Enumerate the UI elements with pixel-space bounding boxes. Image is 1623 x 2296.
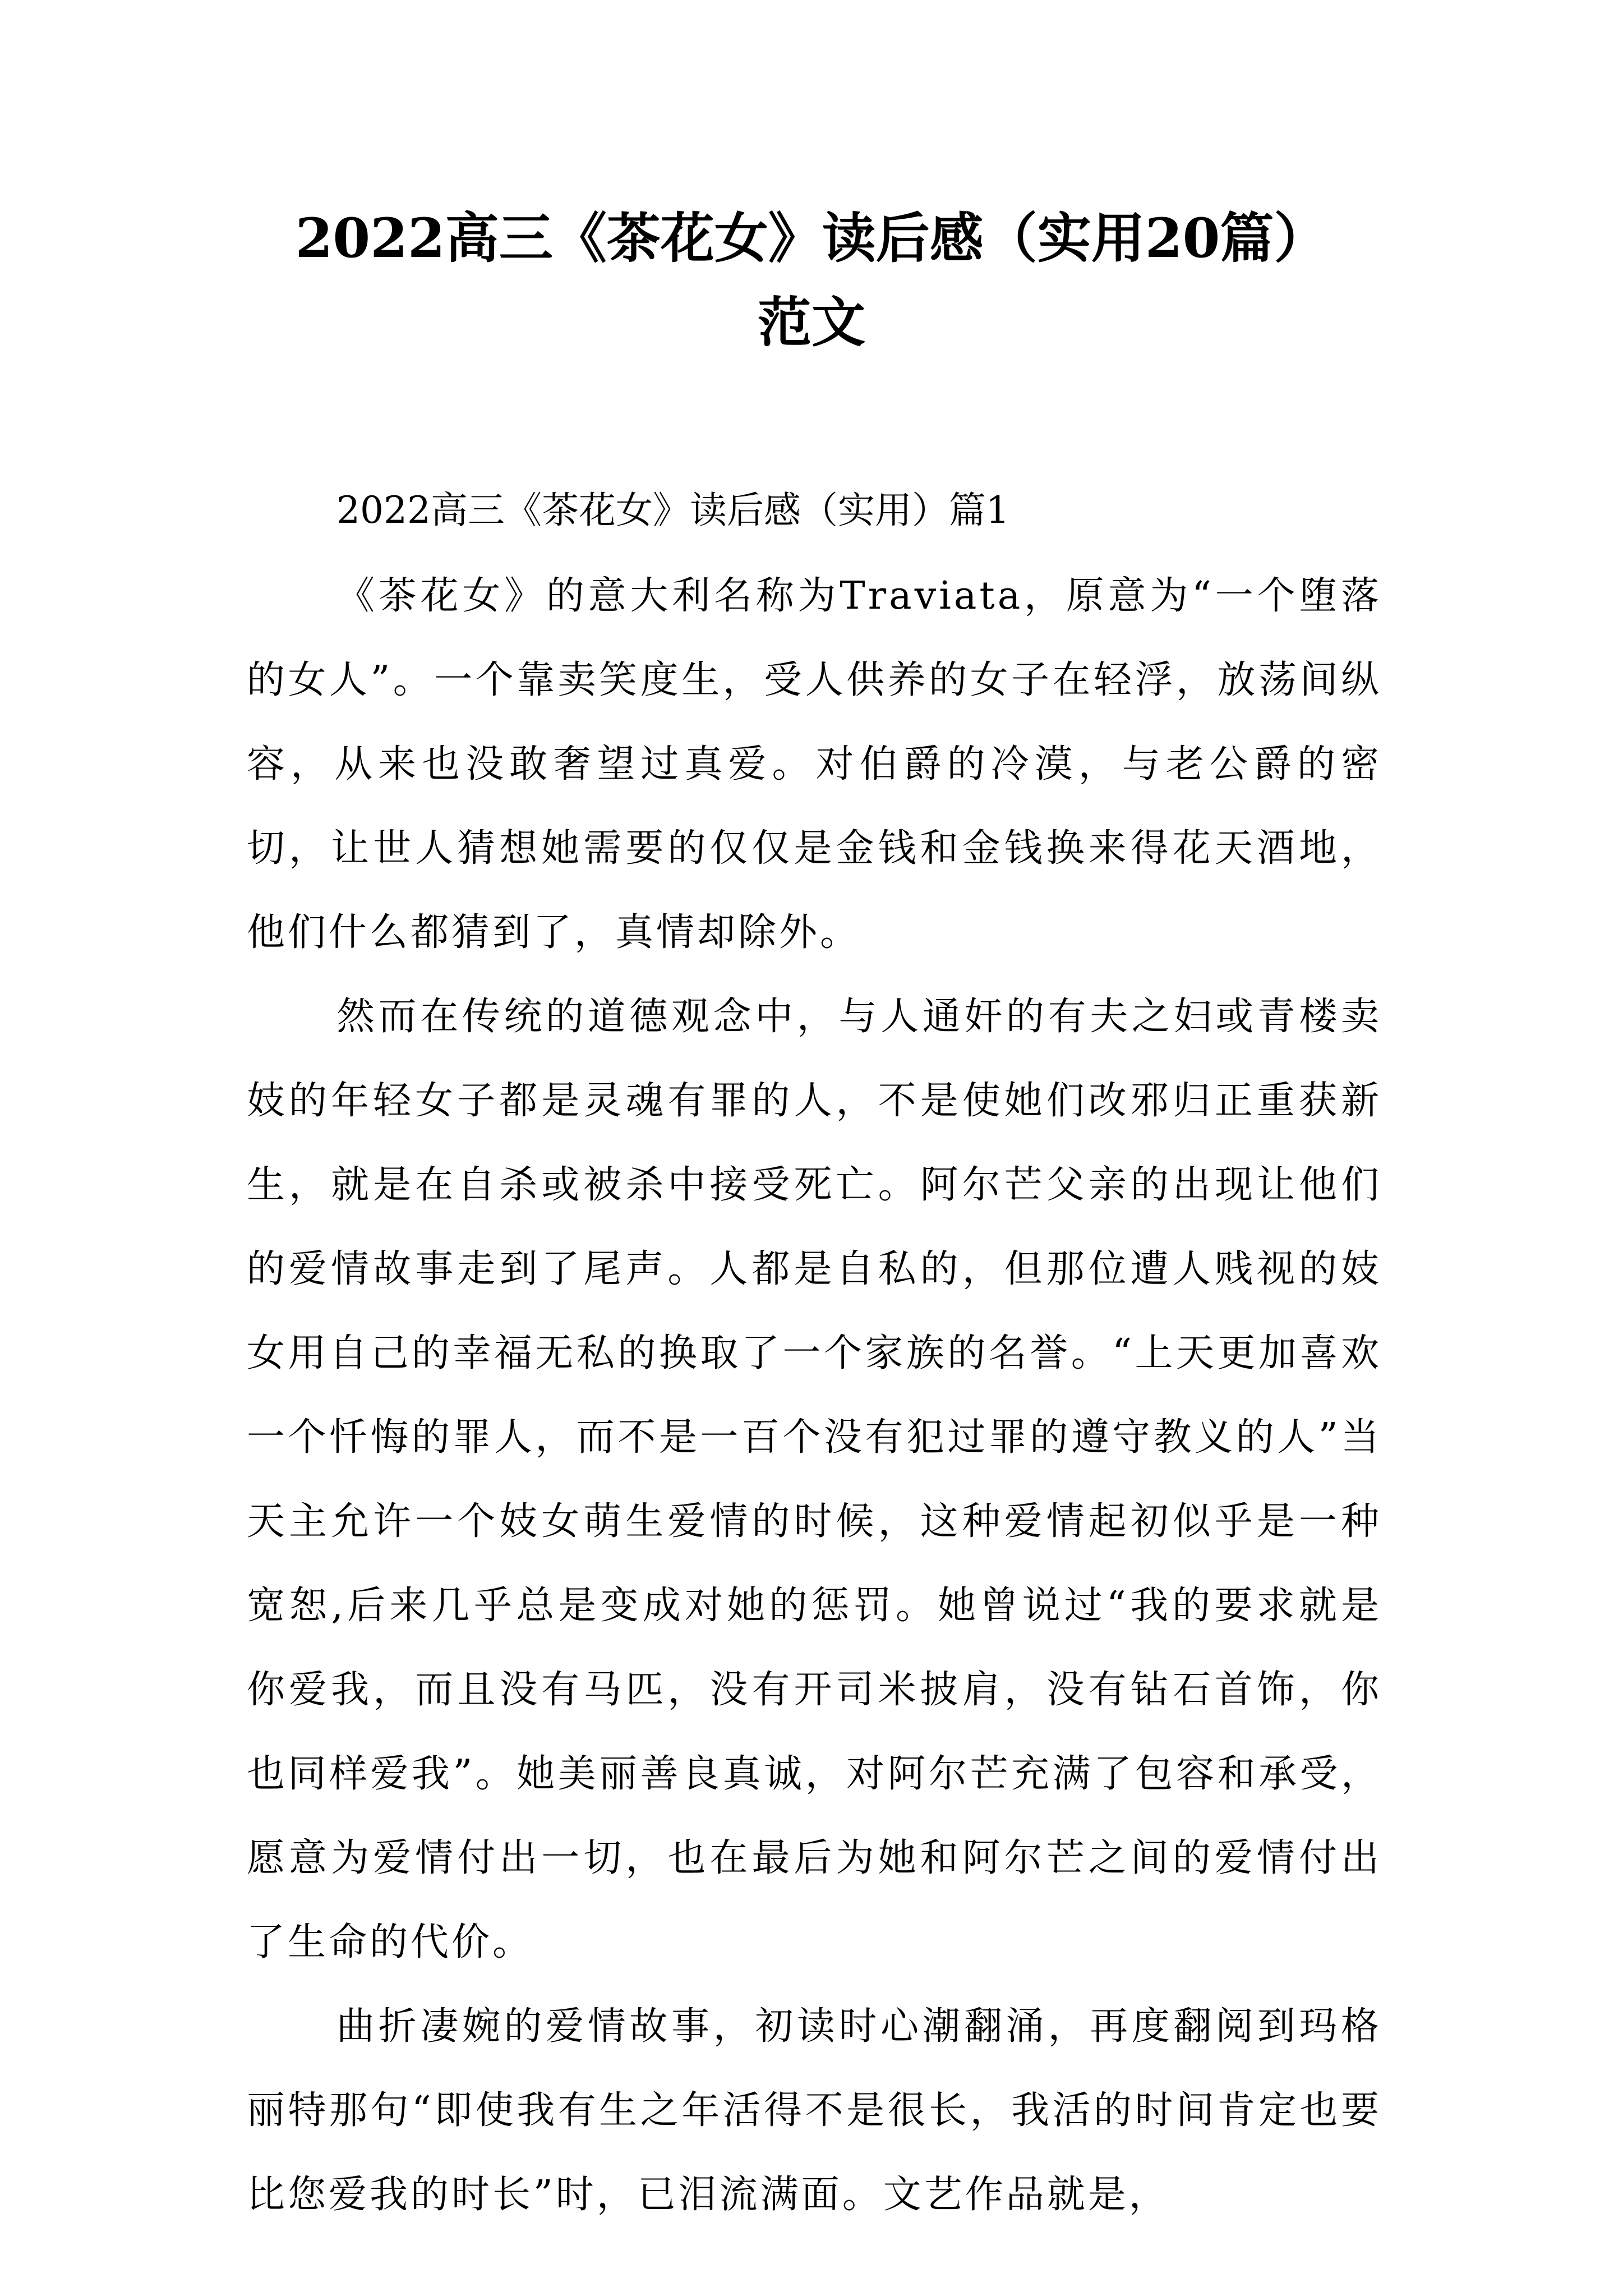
paragraph-1: 《茶花女》的意大利名称为Traviata，原意为“一个堕落的女人”。一个靠卖笑度生，受人供养的女子在轻浮，放荡间纵容，从来也没敢奢望过真爱。对伯爵的冷漠，与老公爵的密切，让世人猜想她需要的仅仅是金钱和金钱换来得花天酒地，他们什么都猜到了，真情却除外。 (247, 574, 1382, 955)
document-title (241, 196, 1382, 365)
document-body (247, 471, 1382, 2237)
paragraph-2: 然而在传统的道德观念中，与人通奸的有夫之妇或青楼卖妓的年轻女子都是灵魂有罪的人，不是使她们改邪归正重获新生，就是在自杀或被杀中接受死亡。阿尔芒父亲的出现让他们的爱情故事走到了尾声。人都是自私的，但那位遭人贱视的妓女用自己的幸福无私的换取了一个家族的名誉。“上天更加喜欢一个忏悔的罪人，而不是一百个没有犯过罪的遵守教义的人”当天主允许一个妓女萌生爱情的时候，这种爱情起初似乎是一种宽恕,后来几乎总是变成对她的惩罚。她曾说过“我的要求就是你爱我，而且没有马匹，没有开司米披肩，没有钻石首饰，你也同样爱我”。她美丽善良真诚，对阿尔芒充满了包容和承受，愿意为爱情付出一切，也在最后为她和阿尔芒之间的爱情付出了生命的代价。 (247, 995, 1382, 1964)
section-heading: 2022高三《茶花女》读后感（实用）篇1 (336, 489, 1009, 532)
title-line-1: 2022高三《茶花女》读后感（实用20篇） (295, 206, 1328, 270)
title-line-2: 范文 (758, 291, 865, 354)
paragraph-3: 曲折凄婉的爱情故事，初读时心潮翻涌，再度翻阅到玛格丽特那句“即使我有生之年活得不是很长，我活的时间肯定也要比您爱我的时长”时，已泪流满面。文艺作品就是， (247, 2004, 1382, 2217)
